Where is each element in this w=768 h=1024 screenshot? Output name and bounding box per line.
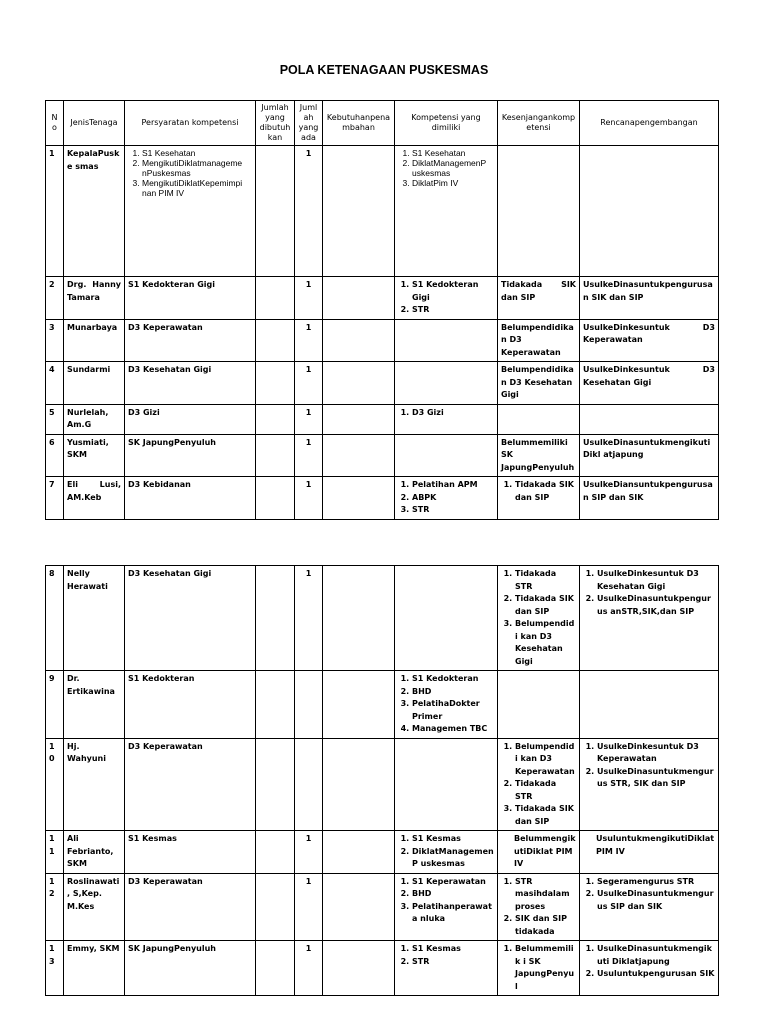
cell-ada: 1 [295,873,323,941]
header-jenis-tenaga: JenisTenaga [64,101,125,146]
cell-dibutuhkan [256,146,295,277]
header-rencana: Rencanapengembangan [580,101,719,146]
cell-kesenjangan [498,738,580,831]
cell-dibutuhkan [256,404,295,434]
cell-ada: 1 [295,941,323,996]
cell-rencana [580,873,719,941]
list-item: 1. STR masihdalam proses [515,876,576,914]
cell-kesenjangan [498,873,580,941]
cell-nama: Hj. Wahyuni [64,738,125,831]
header-jumlah-ada: Juml ah yang ada [295,101,323,146]
list-item: 2. DiklatManagemenP uskesmas [412,158,494,178]
cell-dibutuhkan [256,477,295,520]
cell-kompetensi [395,404,498,434]
cell-no: 1 3 [46,941,64,996]
cell-no: 1 1 [46,831,64,874]
list-item: 1. S1 Kesmas [412,833,494,846]
cell-ada: 1 [295,277,323,320]
cell-kebutuhan [323,873,395,941]
table-row [46,319,719,362]
cell-ada: 1 [295,319,323,362]
list-item: 1. Pelatihan APM [412,479,494,492]
cell-ada: 1 [295,362,323,405]
cell-rencana: UsulkeDinasuntukpengurusan SIK dan SIP [580,277,719,320]
table-row [46,277,719,320]
cell-persyaratan: D3 Keperawatan [125,738,256,831]
list-item: 2. SIK dan SIP tidakada [515,913,576,938]
cell-persyaratan: SK JapungPenyuluh [125,434,256,477]
list-item: 2. STR [412,304,494,317]
table-row [46,671,719,739]
cell-nama: Emmy, SKM [64,941,125,996]
header-persyaratan: Persyaratan kompetensi [125,101,256,146]
staffing-table-page-2 [45,565,719,996]
cell-kesenjangan: Belummemiliki SK JapungPenyuluh [498,434,580,477]
list-item: 1. S1 Keperawatan [412,876,494,889]
document-title: POLA KETENAGAAN PUSKESMAS [279,63,489,77]
cell-no: 4 [46,362,64,405]
list-item: 1. Belummemilik i SK JapungPenyul [515,943,576,993]
table-row [46,434,719,477]
cell-persyaratan: S1 Kedokteran [125,671,256,739]
cell-kompetensi [395,671,498,739]
table-row [46,831,719,874]
cell-no: 2 [46,277,64,320]
list-item: 1. Segeramengurus STR [597,876,715,889]
cell-nama: KepalaPuske smas [64,146,125,277]
list-item: 3. Belumpendidi kan D3 Kesehatan Gigi [515,618,576,668]
list-item: 1. S1 Kesehatan [142,148,252,158]
cell-kompetensi [395,434,498,477]
cell-rencana: UsulkeDinkesuntuk D3 Keperawatan [580,319,719,362]
cell-kebutuhan [323,566,395,671]
cell-ada [295,738,323,831]
cell-kesenjangan [498,146,580,277]
cell-kebutuhan [323,362,395,405]
cell-nama: Munarbaya [64,319,125,362]
cell-kompetensi [395,873,498,941]
list-item: 2. UsulkeDinasuntukpengurus anSTR,SIK,dan SIP [597,593,715,618]
list-item: 2. Tidakada SIK dan SIP [515,593,576,618]
cell-dibutuhkan [256,566,295,671]
cell-ada [295,671,323,739]
cell-kompetensi [395,738,498,831]
cell-nama: Drg. Hanny Tamara [64,277,125,320]
table-row [46,873,719,941]
table-row [46,477,719,520]
cell-kompetensi [395,362,498,405]
cell-rencana: UsulkeDinasuntukmengikutiDikl atjapung [580,434,719,477]
cell-nama: Ali Febrianto, SKM [64,831,125,874]
cell-dibutuhkan [256,738,295,831]
cell-kesenjangan: Belumpendidikan D3 Kesehatan Gigi [498,362,580,405]
cell-persyaratan: D3 Kebidanan [125,477,256,520]
list-item: 1. Tidakada SIK dan SIP [515,479,576,504]
cell-nama: Dr. Ertikawina [64,671,125,739]
cell-kompetensi [395,277,498,320]
cell-kebutuhan [323,477,395,520]
list-item: 2. BHD [412,888,494,901]
cell-kompetensi [395,319,498,362]
cell-persyaratan: S1 Kedokteran Gigi [125,277,256,320]
cell-kesenjangan: Belumpendidikan D3 Keperawatan [498,319,580,362]
list-item: 3. Pelatihanperawata nluka [412,901,494,926]
list-item: 1. UsulkeDinasuntukmengikuti Diklatjapung [597,943,715,968]
list-item: 1. Belumpendidi kan D3 Keperawatan [515,741,576,779]
cell-dibutuhkan [256,362,295,405]
cell-no: 1 [46,146,64,277]
list-item: 1. UsulkeDinkesuntuk D3 Keperawatan [597,741,715,766]
cell-dibutuhkan [256,434,295,477]
cell-kesenjangan [498,404,580,434]
cell-no: 7 [46,477,64,520]
table-row [46,738,719,831]
cell-kebutuhan [323,277,395,320]
header-no: N o [46,101,64,146]
cell-rencana [580,404,719,434]
cell-kesenjangan [498,941,580,996]
table-row [46,941,719,996]
cell-nama: Eli Lusi, AM.Keb [64,477,125,520]
cell-kesenjangan [498,477,580,520]
cell-ada: 1 [295,831,323,874]
header-kebutuhan: Kebutuhanpena mbahan [323,101,395,146]
cell-dibutuhkan [256,671,295,739]
cell-persyaratan: SK JapungPenyuluh [125,941,256,996]
cell-no: 6 [46,434,64,477]
cell-kebutuhan [323,146,395,277]
table-row [46,404,719,434]
cell-no: 1 2 [46,873,64,941]
list-item: 2. Tidakada STR [515,778,576,803]
cell-persyaratan: D3 Keperawatan [125,873,256,941]
cell-nama: Nelly Herawati [64,566,125,671]
cell-no: 5 [46,404,64,434]
list-item: 4. Managemen TBC [412,723,494,736]
cell-persyaratan: D3 Kesehatan Gigi [125,566,256,671]
cell-rencana [580,566,719,671]
cell-rencana: UsuluntukmengikutiDiklat PIM IV [580,831,719,874]
list-item: 2. MengikutiDiklatmanageme nPuskesmas [142,158,252,178]
cell-rencana: UsulkeDinkesuntuk D3 Kesehatan Gigi [580,362,719,405]
cell-kebutuhan [323,941,395,996]
cell-kebutuhan [323,738,395,831]
list-item: 3. Tidakada SIK dan SIP [515,803,576,828]
header-kesenjangan: Kesenjangankomp etensi [498,101,580,146]
list-item: 2. STR [412,956,494,969]
cell-kesenjangan [498,671,580,739]
table-row [46,146,719,277]
table-row [46,362,719,405]
cell-kesenjangan: Tidakada SIK dan SIP [498,277,580,320]
cell-kompetensi [395,831,498,874]
list-item: 3. DiklatPim IV [412,178,494,188]
cell-rencana [580,941,719,996]
list-item: 2. DiklatManagemenP uskesmas [412,846,494,871]
table-row [46,566,719,671]
cell-kompetensi [395,566,498,671]
list-item: 3. MengikutiDiklatKepemimpi nan PIM IV [142,178,252,198]
list-item: 2. Usuluntukpengurusan SIK [597,968,715,981]
cell-kesenjangan [498,566,580,671]
cell-persyaratan [125,146,256,277]
cell-dibutuhkan [256,277,295,320]
cell-kompetensi [395,477,498,520]
cell-kompetensi [395,146,498,277]
list-item: 2. ABPK [412,492,494,505]
cell-ada: 1 [295,434,323,477]
list-item: 1. D3 Gizi [412,407,494,420]
cell-nama: Nurlelah, Am.G [64,404,125,434]
list-item: 2. BHD [412,686,494,699]
cell-dibutuhkan [256,873,295,941]
cell-kompetensi [395,941,498,996]
cell-no: 9 [46,671,64,739]
cell-kebutuhan [323,671,395,739]
cell-rencana [580,738,719,831]
list-item: 3. PelatihaDokter Primer [412,698,494,723]
cell-rencana [580,671,719,739]
list-item: 3. STR [412,504,494,517]
list-item: 1. S1 Kesmas [412,943,494,956]
cell-kebutuhan [323,434,395,477]
staffing-table-page-1 [45,100,719,520]
cell-persyaratan: D3 Gizi [125,404,256,434]
cell-nama: Yusmiati, SKM [64,434,125,477]
cell-persyaratan: S1 Kesmas [125,831,256,874]
list-item: 1. UsulkeDinkesuntuk D3 Kesehatan Gigi [597,568,715,593]
cell-kebutuhan [323,404,395,434]
cell-nama: Sundarmi [64,362,125,405]
cell-dibutuhkan [256,831,295,874]
cell-ada: 1 [295,566,323,671]
list-item: 1. S1 Kedokteran [412,673,494,686]
cell-ada: 1 [295,477,323,520]
cell-ada: 1 [295,146,323,277]
cell-kesenjangan: Belummengik utiDiklat PIM IV [498,831,580,874]
list-item: 1. S1 Kesehatan [412,148,494,158]
cell-kebutuhan [323,319,395,362]
cell-persyaratan: D3 Kesehatan Gigi [125,362,256,405]
table-header-row [46,101,719,146]
cell-dibutuhkan [256,319,295,362]
cell-persyaratan: D3 Keperawatan [125,319,256,362]
header-kompetensi: Kompetensi yang dimiliki [395,101,498,146]
cell-nama: Roslinawati, S,Kep. M.Kes [64,873,125,941]
cell-no: 3 [46,319,64,362]
cell-no: 1 0 [46,738,64,831]
cell-ada: 1 [295,404,323,434]
cell-kebutuhan [323,831,395,874]
header-jumlah-dibutuhkan: Jumlah yang dibutuh kan [256,101,295,146]
cell-no: 8 [46,566,64,671]
list-item: 2. UsulkeDinasuntukmengurus STR, SIK dan SIP [597,766,715,791]
cell-rencana [580,146,719,277]
cell-dibutuhkan [256,941,295,996]
cell-rencana: UsulkeDiansuntukpengurusan SIP dan SIK [580,477,719,520]
list-item: 2. UsulkeDinasuntukmengurus SIP dan SIK [597,888,715,913]
list-item: 1. Tidakada STR [515,568,576,593]
list-item: 1. S1 Kedokteran Gigi [412,279,494,304]
